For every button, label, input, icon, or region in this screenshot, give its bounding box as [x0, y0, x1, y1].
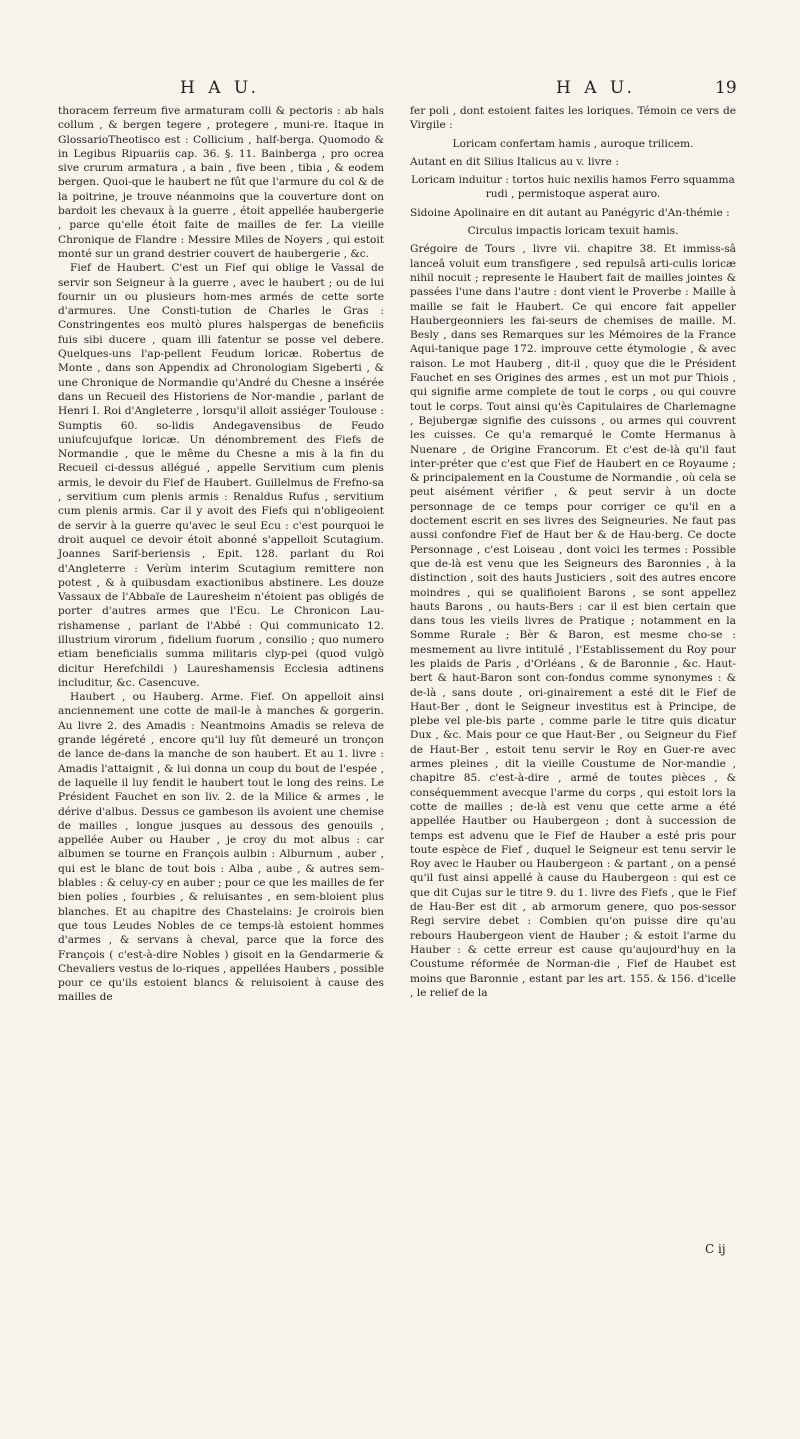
paragraph: Sidoine Apolinaire en dit autant au Panégyric d'An-thémie : — [410, 206, 730, 219]
right-column — [410, 104, 736, 1000]
running-title-right: H A U. — [556, 78, 637, 98]
verse-quote: Circulus impactis loricam texuit hamis. — [467, 225, 679, 238]
running-title-left: H A U. — [180, 78, 261, 98]
signature-mark: C ij — [705, 1242, 726, 1256]
verse-quote: Loricam confertam hamis , auroque trilicem. — [452, 137, 694, 150]
paragraph: Haubert , ou Hauberg. Arme. Fief. On appelloit ainsi anciennement une cotte de mail-le à manches & gorgerin. Au livre 2. des Amadis : Neantmoins Amadis se releva de grande légéreté , encore qu'il luy fût demeuré un tronçon de lance de-dans la manche de son haubert. Et au 1. livre : Amadis l'attaignit , & lui donna un coup du bout de l'espée , de laquelle il luy fendit le haubert tout le long des reins. Le Président Fauchet en son liv. 2. de la Milice & armes , le dérive d'albus. Dessus ce gambeson ils avoient une chemise de mailles , longue jusques au dessous des genouils , appellée Auber ou Hauber , je croy du mot albus : car albumen se tourne en François aulbin : Alburnum , auber , qui est le blanc de tout bois : Alba , aube , & autres sem-blables : & celuy-cy en auber ; pour ce que les mailles de fer bien polies , fourbies , & reluisantes , en sem-bloient plus blanches. Et au chapitre des Chastelains: Je croirois bien que tous Leudes Nobles de ce temps-là estoient hommes d'armes , & servans à cheval, parce que la force des François ( c'est-à-dire Nobles ) gisoit en la Gendarmerie & Chevaliers vestus de lo-riques , appellées Haubers , possible pour ce qu'ils estoient blancs & reluisoient à cause des mailles de — [58, 691, 384, 1004]
paragraph: Grégoire de Tours , livre vii. chapitre 38. Et immiss-sâ lanceâ voluit eum transfigere , sed repulsâ arti-culis loricæ nihil nocuit ; represente le Haubert fait de mailles jointes & passées l'une dans l'autre : dont vient le Proverbe : Maille à maille se fait le Haubert. Ce qui encore fait appeller Haubergeonniers les fai-seurs de chemises de maille. M. Besly , dans ses Remarques sur les Mémoires de la France Aqui-tanique page 172. improuve cette étymologie , & avec raison. Le mot Hauberg , dit-il , quoy que die le Président Fauchet en ses Origines des armes , est un mot pur Thiois , qui signifie arme complete de tout le corps , ou qui couvre tout le corps. Tout ainsi qu'ès Capitulaires de Charlemagne , Bejubergæ signifie des cuissons , ou armes qui couvrent les cuisses. Ce qu'a remarqué le Comte Hermanus à Nuenare , de Origine Francorum. Et c'est de-là qu'il faut inter-préter que c'est que Fief de Haubert en ce Royaume ; & principalement en la Coustume de Normandie , où cela se peut aisément vérifier , & peut servir à un docte personnage de ce temps pour corriger ce qu'il en a doctement escrit en ses livres des Seigneuries. Ne faut pas aussi confondre Fief de Haut ber & de Hau-berg. Ce docte Personnage , c'est Loiseau , dont voici les termes : Possible que de-là est venu que les Seigneurs des Baronnies , à la distinction , soit des hauts Justiciers , soit des autres encore moindres , qui se qualifioient Barons , se sont appellez hauts Barons , ou hauts-Bers : car il est bien certain que dans tous les vieils livres de Pratique ; notamment en la Somme Rurale ; Bèr & Baron, est mesme cho-se : mesmement au livre intitulé , l'Establissement du Roy pour les plaids de Paris , d'Orléans , & de Baronnie , &c. Haut-bert & haut-Baron sont con-fondus comme synonymes : & de-là , sans doute , ori-ginairement a esté dit le Fief de Haut-Ber , dont le Seigneur investitus est à Principe, de plebe vel ple-bis parte , comme parle le titre quis dicatur Dux , &c. Mais pour ce que Haut-Ber , ou Seigneur du Fief de Haut-Ber , estoit tenu servir le Roy en Guer-re avec armes pleines , dit la vieille Coustume de Nor-mandie , chapitre 85. c'est-à-dire , armé de toutes pièces , & conséquemment avecque l'arme du corps , qui estoit lors la cotte de mailles ; de-là est venu que cette arme a été appellée Hautber ou Haubergeon ; dont à succession de temps est advenu que le Fief de Hauber a esté pris pour toute espèce de Fief , duquel le Seigneur est tenu servir le Roy avec le Hauber ou Haubergeon : & partant , on a pensé qu'il fust ainsi appellé à cause du Haubergeon : qui est ce que dit Cujas sur le titre 9. du 1. livre des Fiefs , que le Fief de Hau-Ber est dit , ab armorum genere, quo pos-sessor Regi servire debet : Combien qu'on puisse dire qu'au rebours Haubergeon vient de Hauber ; & estoit l'arme du Hauber : & cette erreur est cause qu'aujourd'huy en la Coustume réformée de Norman-die , Fief de Haubet est moins que Baronnie , estant par les art. 155. & 156. d'icelle , le relief de la — [410, 243, 736, 999]
verse-quote: Loricam induitur : tortos huic nexilis hamos Ferro squamma rudi , permistoque asperat auro. — [411, 174, 735, 201]
left-column — [58, 104, 384, 1005]
paragraph: fer poli , dont estoient faites les loriques. Témoin ce vers de Virgile : — [410, 105, 736, 132]
paragraph: Fief de Haubert. C'est un Fief qui oblige le Vassal de servir son Seigneur à la guerre , avec le haubert ; ou de lui fournir un ou plusieurs hom-mes armés de cette sorte d'armures. Une Consti-tution de Charles le Gras : Constringentes eos multò plures halspergas de beneficiis fuis sibi ducere , quam illi fatentur se posse vel debere. Quelques-uns l'ap-pellent Feudum loricæ. Robertus de Monte , dans son Appendix ad Chronologiam Sigeberti , & une Chronique de Normandie qu'André du Chesne a insérée dans un Recueil des Historiens de Nor-mandie , parlant de Henri I. Roi d'Angleterre , lorsqu'il alloit assiéger Toulouse : Sumptis 60. so-lidis Andegavensibus de Feudo uniufcujufque loricæ. Un dénombrement des Fiefs de Normandie , que le même du Chesne a mis à la fin du Recueil ci-dessus allégué , appelle Servitium cum plenis armis, le devoir du Fief de Haubert. Guillelmus de Frefno-sa , servitium cum plenis armis : Renaldus Rufus , servitium cum plenis armis. Car il y avoit des Fiefs qui n'obligeoient de servir à la guerre qu'avec le seul Ecu : c'est pourquoi le droit auquel ce devoir étoit abonné s'appelloit Scutagium. Joannes Sarif-beriensis , Epit. 128. parlant du Roi d'Angleterre : Verùm interim Scutagium remittere non potest , & à quibusdam exactionibus abstinere. Les douze Vassaux de l'Abbaïe de Lauresheim n'étoient pas obligés de porter d'autres armes que l'Ecu. Le Chronicon Lau-rishamense , parlant de l'Abbé : Qui communicato 12. illustrium virorum , fidelium fuorum , consilio ; quo numero etiam beneficialis summa militaris clyp-pei (quod vulgò dicitur Herefchildi ) Laureshamensis Ecclesia adtinens includitur, &c. Casencuve. — [58, 262, 384, 689]
paragraph: Autant en dit Silius Italicus au v. livre : — [410, 155, 619, 168]
paragraph: thoracem ferreum five armaturam colli & pectoris : ab hals collum , & bergen tegere , protegere , muni-re. Itaque in GlossarioTheotisco est : Collicium , half-berga. Quomodo & in Legibus Ripuariis cap. 36. §. 11. Bainberga , pro ocrea sive crurum armatura , a bain , five been , tibia , & eodem bergen. Quoi-que le haubert ne fût que l'armure du col & de la poitrine, je trouve néanmoins que la couverture dont on bardoit les chevaux à la guerre , étoit appellée haubergerie , parce qu'elle étoit faite de mailles de fer. La vieille Chronique de Flandre : Messire Miles de Noyers , qui estoit monté sur un grand destrier couvert de haubergerie , &c. — [58, 105, 384, 260]
page-number: 19 — [715, 78, 737, 98]
